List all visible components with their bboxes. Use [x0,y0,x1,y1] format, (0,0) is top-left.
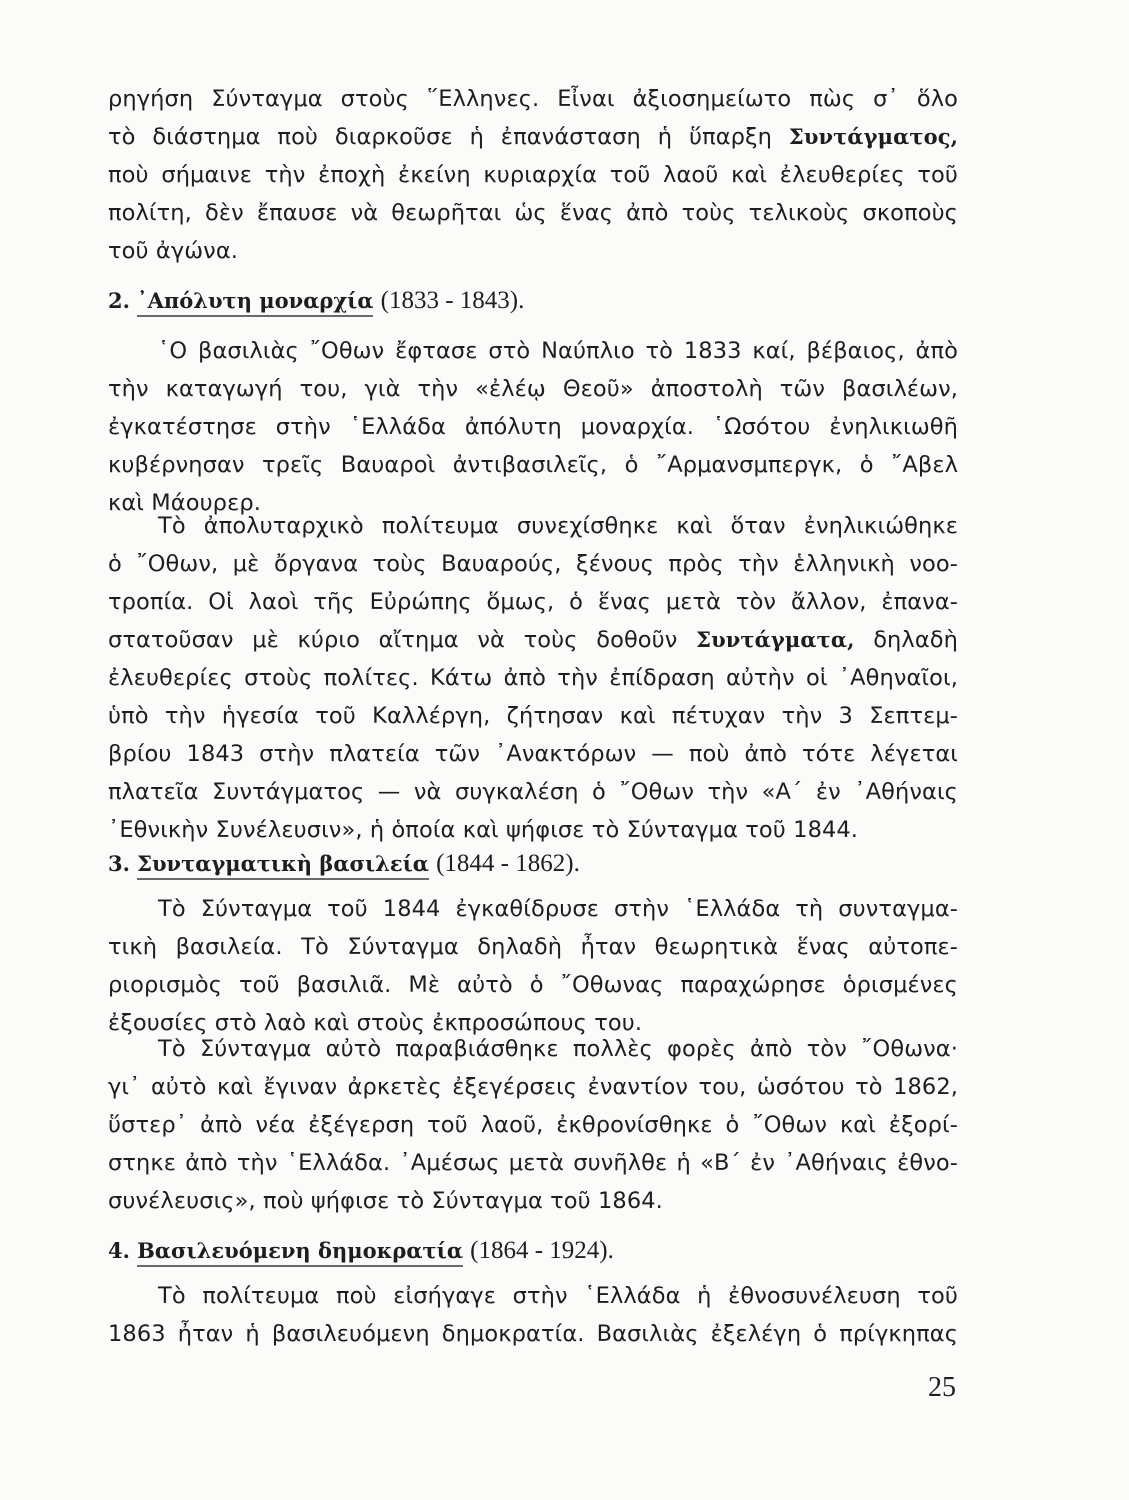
text-line: ὑπὸ τὴν ἡγεσία τοῦ Καλλέργη, ζήτησαν καὶ πέτυχαν τὴν 3 Σεπτεμ- [108,703,958,729]
text-line: Τὸ ἀπολυταρχικὸ πολίτευμα συνεχίσθηκε καὶ ὅταν ἐνηλικιώθηκε [158,513,958,539]
text-line: πολίτη, δὲν ἔπαυσε νὰ θεωρῆται ὡς ἕνας ἀπὸ τοὺς τελικοὺς σκοποὺς [108,200,958,226]
text-line: καὶ Μάουρερ. [108,490,261,516]
section-title: Συνταγματικὴ βασιλεία [137,851,429,880]
text-line: τροπία. Οἱ λαοὶ τῆς Εὐρώπης ὅμως, ὁ ἕνας μετὰ τὸν ἄλλον, ἐπανα- [108,589,958,615]
text-line: τὸ διάστημα ποὺ διαρκοῦσε ἡ ἐπανάσταση ἡ ὕπαρξη Συντάγματος, [108,124,958,150]
text-line: τὴν καταγωγή του, γιὰ τὴν «ἐλέῳ Θεοῦ» ἀποστολὴ τῶν βασιλέων, [108,376,958,402]
text-line: τοῦ ἀγώνα. [108,238,239,264]
text-line: ἐξουσίες στὸ λαὸ καὶ στοὺς ἐκπροσώπους του. [108,1010,643,1036]
section-title: Βασιλευόμενη δημοκρατία [137,1238,463,1267]
text-line: ἐλευθερίες στοὺς πολίτες. Κάτω ἀπὸ τὴν ἐπίδραση αὐτὴν οἱ ᾽Αθηναῖοι, [108,665,958,691]
section-years: (1864 - 1924). [470,1237,614,1264]
text-line: συνέλευσις», ποὺ ψήφισε τὸ Σύνταγμα τοῦ 1864. [108,1188,663,1214]
section2-paragraph-2 [108,507,958,849]
text-line: στηκε ἀπὸ τὴν ῾Ελλάδα. ᾽Αμέσως μετὰ συνῆλθε ἡ «Β´ ἐν ᾽Αθήναις ἐθνο- [108,1150,958,1176]
text-line: Τὸ Σύνταγμα τοῦ 1844 ἐγκαθίδρυσε στὴν ῾Ελλάδα τὴ συνταγμα- [158,896,958,922]
section3-paragraph-2 [108,1030,958,1220]
text-line: Τὸ Σύνταγμα αὐτὸ παραβιάσθηκε πολλὲς φορὲς ἀπὸ τὸν ῎Οθωνα· [158,1036,958,1062]
section-number: 3. [108,851,130,876]
bold-term: Συντάγματα, [696,627,855,652]
text-line: Τὸ πολίτευμα ποὺ εἰσήγαγε στὴν ῾Ελλάδα ἡ ἐθνοσυνέλευση τοῦ [158,1283,958,1309]
section-heading-3 [108,845,958,883]
section-heading-2 [108,282,958,320]
text-line: 1863 ἦταν ἡ βασιλευόμενη δημοκρατία. Βασιλιὰς ἐξελέγη ὁ πρίγκηπας [108,1321,958,1347]
section-heading-4 [108,1232,958,1270]
text-line: στατοῦσαν μὲ κύριο αἴτημα νὰ τοὺς δοθοῦν Συντάγματα, δηλαδὴ [108,627,958,653]
text-line: τικὴ βασιλεία. Τὸ Σύνταγμα δηλαδὴ ἦταν θεωρητικὰ ἕνας αὐτοπε- [108,934,958,960]
section-years: (1833 - 1843). [380,287,525,314]
section-years: (1844 - 1862). [436,850,580,877]
section-title: ᾽Απόλυτη μοναρχία [137,288,373,317]
text-line: ᾽Εθνικὴν Συνέλευσιν», ἡ ὁποία καὶ ψήφισε τὸ Σύνταγμα τοῦ 1844. [108,817,859,843]
section2-paragraph-1 [108,332,958,522]
page-number: 25 [928,1372,956,1403]
text-line: πλατεῖα Συντάγματος — νὰ συγκαλέση ὁ ῎Οθων τὴν «Α´ ἐν ᾽Αθήναις [108,779,958,805]
section4-paragraph-1 [108,1277,958,1353]
text-line: ἐγκατέστησε στὴν ῾Ελλάδα ἀπόλυτη μοναρχία. ῾Ωσότου ἐνηλικιωθῆ [108,414,958,440]
section-number: 4. [108,1238,130,1263]
section3-paragraph-1 [108,890,958,1042]
text-line: βρίου 1843 στὴν πλατεία τῶν ᾽Ανακτόρων — ποὺ ἀπὸ τότε λέγεται [108,741,958,767]
section-number: 2. [108,288,130,313]
text-line: ρηγήση Σύνταγμα στοὺς ῞Ελληνες. Εἶναι ἀξιοσημείωτο πὼς σ᾽ ὅλο [108,86,958,112]
text-line: ῾Ο βασιλιὰς ῎Οθων ἔφτασε στὸ Ναύπλιο τὸ 1833 καί, βέβαιος, ἀπὸ [158,338,958,364]
text-line: γι᾽ αὐτὸ καὶ ἔγιναν ἀρκετὲς ἐξεγέρσεις ἐναντίον του, ὡσότου τὸ 1862, [108,1074,958,1100]
text-line: κυβέρνησαν τρεῖς Βαυαροὶ ἀντιβασιλεῖς, ὁ ῎Αρμανσμπεργκ, ὁ ῎Αβελ [108,452,958,478]
text-line: ὕστερ᾽ ἀπὸ νέα ἐξέγερση τοῦ λαοῦ, ἐκθρονίσθηκε ὁ ῎Οθων καὶ ἐξορί- [108,1112,958,1138]
text-line: ποὺ σήμαινε τὴν ἐποχὴ ἐκείνη κυριαρχία τοῦ λαοῦ καὶ ἐλευθερίες τοῦ [108,162,958,188]
intro-paragraph [108,80,958,270]
text-line: ριορισμὸς τοῦ βασιλιᾶ. Μὲ αὐτὸ ὁ ῎Οθωνας παραχώρησε ὁρισμένες [108,972,958,998]
bold-term: Συντάγματος, [788,124,958,149]
text-line: ὁ ῎Οθων, μὲ ὄργανα τοὺς Βαυαρούς, ξένους πρὸς τὴν ἑλληνικὴ νοο- [108,551,958,577]
